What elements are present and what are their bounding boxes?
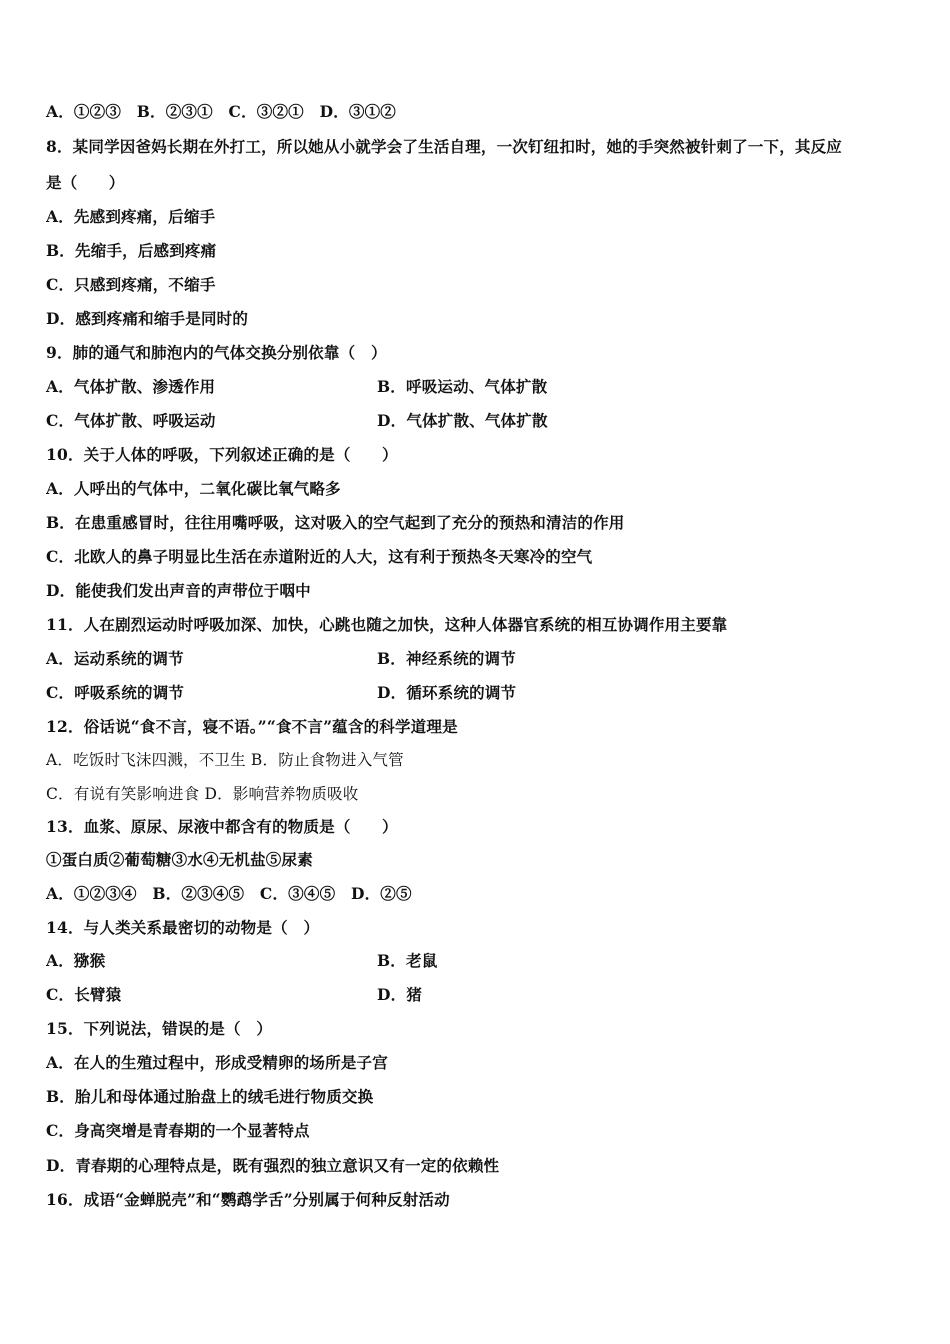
q8-option-d: D．感到疼痛和缩手是同时的 [46, 309, 249, 328]
q12-stem: 12．俗话说“食不言，寝不语。”“食不言”蕴含的科学道理是 [46, 717, 458, 736]
q8-stem-line1: 8．某同学因爸妈长期在外打工，所以她从小就学会了生活自理，一次钉纽扣时，她的手突然被针刺了一下，其反应 [46, 137, 842, 156]
q15-stem: 15．下列说法，错误的是（ ） [46, 1019, 273, 1038]
q8-stem-line2: 是（ ） [46, 173, 125, 192]
q11-option-a: A．运动系统的调节 [46, 649, 184, 668]
q15-option-c: C．身高突增是青春期的一个显著特点 [46, 1121, 310, 1140]
q8-option-c: C．只感到疼痛，不缩手 [46, 275, 216, 294]
q12-options-ab: A．吃饭时飞沫四溅，不卫生 B．防止食物进入气管 [46, 751, 404, 769]
q12-options-cd: C．有说有笑影响进食 D．影响营养物质吸收 [46, 785, 359, 803]
q11-option-c: C．呼吸系统的调节 [46, 683, 185, 702]
q10-stem: 10．关于人体的呼吸，下列叙述正确的是（ ） [46, 445, 398, 464]
q11-option-b: B．神经系统的调节 [377, 649, 516, 668]
q9-option-a: A．气体扩散、渗透作用 [46, 377, 216, 396]
q11-option-d: D．循环系统的调节 [377, 683, 517, 702]
q14-option-b: B．老鼠 [377, 951, 438, 970]
q10-option-d: D．能使我们发出声音的声带位于咽中 [46, 581, 311, 600]
q15-option-b: B．胎儿和母体通过胎盘上的绒毛进行物质交换 [46, 1087, 374, 1106]
q8-option-b: B．先缩手，后感到疼痛 [46, 241, 217, 260]
q14-option-c: C．长臂猿 [46, 985, 122, 1004]
q13-options: A．①②③④ B．②③④⑤ C．③④⑤ D．②⑤ [46, 884, 412, 903]
q8-option-a: A．先感到疼痛，后缩手 [46, 207, 216, 226]
q14-option-d: D．猪 [377, 985, 423, 1004]
q10-option-a: A．人呼出的气体中，二氧化碳比氧气略多 [46, 479, 341, 498]
q13-items: ①蛋白质②葡萄糖③水④无机盐⑤尿素 [46, 850, 313, 869]
q15-option-d: D．青春期的心理特点是，既有强烈的独立意识又有一定的依赖性 [46, 1156, 500, 1175]
q10-option-c: C．北欧人的鼻子明显比生活在赤道附近的人大，这有利于预热冬天寒冷的空气 [46, 547, 593, 566]
q10-option-b: B．在患重感冒时，往往用嘴呼吸，这对吸入的空气起到了充分的预热和清洁的作用 [46, 513, 625, 532]
q13-stem: 13．血浆、原尿、尿液中都含有的物质是（ ） [46, 817, 398, 836]
q9-option-d: D．气体扩散、气体扩散 [377, 411, 548, 430]
q15-option-a: A．在人的生殖过程中，形成受精卵的场所是子宫 [46, 1053, 388, 1072]
q14-option-a: A．猕猴 [46, 951, 106, 970]
q9-stem: 9．肺的通气和肺泡内的气体交换分别依靠（ ） [46, 343, 387, 362]
q9-option-c: C．气体扩散、呼吸运动 [46, 411, 216, 430]
q7-options: A．①②③ B．②③① C．③②① D．③①② [46, 102, 397, 121]
q14-stem: 14．与人类关系最密切的动物是（ ） [46, 918, 320, 937]
q11-stem: 11．人在剧烈运动时呼吸加深、加快，心跳也随之加快，这种人体器官系统的相互协调作用主要靠 [46, 615, 728, 634]
q9-option-b: B．呼吸运动、气体扩散 [377, 377, 548, 396]
q16-stem: 16．成语“金蝉脱壳”和“鹦鹉学舌”分别属于何种反射活动 [46, 1190, 450, 1209]
